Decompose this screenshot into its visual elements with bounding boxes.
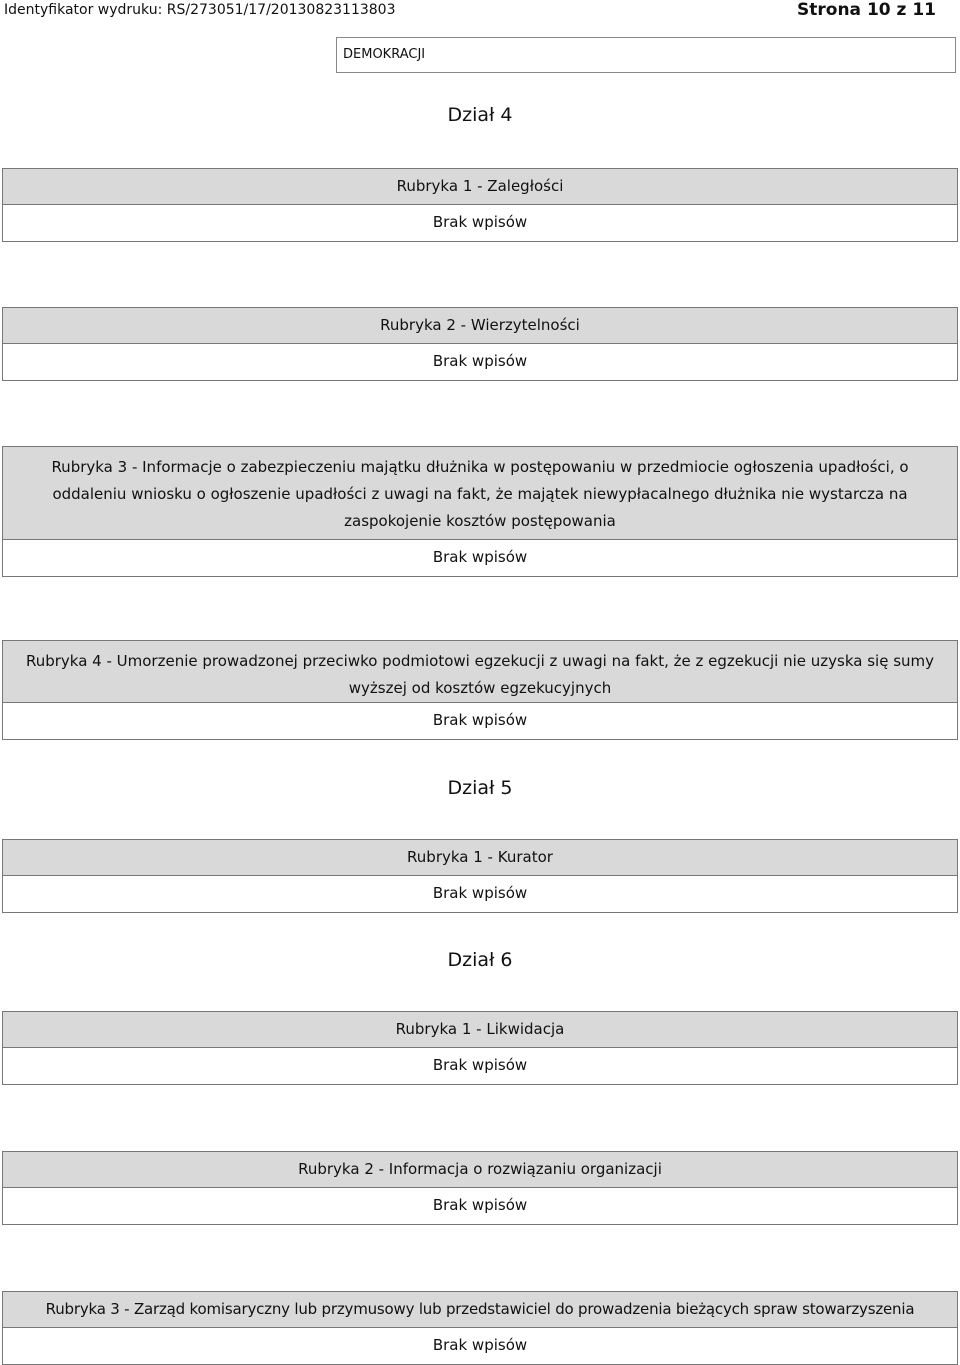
print-identifier: Identyfikator wydruku: RS/273051/17/20130823113803 (4, 2, 396, 18)
rubryka-title: Rubryka 1 - Kurator (3, 840, 957, 876)
rubryka-body: Brak wpisów (432, 1056, 528, 1074)
rubryka-box (2, 1151, 958, 1225)
rubryka-title: Rubryka 2 - Wierzytelności (3, 308, 957, 344)
rubryka-body: Brak wpisów (432, 548, 528, 566)
section-title-dzial-4: Dział 4 (447, 104, 513, 126)
rubryka-title: Rubryka 4 - Umorzenie prowadzonej przeciwko podmiotowi egzekucji z uwagi na fakt, że z egzekucji nie uzyska się sumy wyższej od kosztów egzekucyjnych (3, 641, 957, 703)
rubryka-box (2, 1291, 958, 1365)
rubryka-body: Brak wpisów (432, 352, 528, 370)
rubryka-box (2, 640, 958, 740)
rubryka-title: Rubryka 2 - Informacja o rozwiązaniu organizacji (3, 1152, 957, 1188)
rubryka-box (2, 307, 958, 381)
page-number: Strona 10 z 11 (797, 0, 936, 20)
rubryka-box (2, 839, 958, 913)
rubryka-box (2, 168, 958, 242)
rubryka-title: Rubryka 3 - Informacje o zabezpieczeniu majątku dłużnika w postępowaniu w przedmiocie ogłoszenia upadłości, o oddaleniu wniosku o ogłoszenie upadłości z uwagi na fakt, że majątek niewypłacalnego dłużnika nie wystarcza na zaspokojenie kosztów postępowania (3, 447, 957, 540)
rubryka-body: Brak wpisów (432, 884, 528, 902)
rubryka-body: Brak wpisów (432, 213, 528, 231)
rubryka-box (2, 1011, 958, 1085)
section-title-dzial-5: Dział 5 (447, 777, 513, 799)
rubryka-box (2, 446, 958, 577)
previous-content-box: DEMOKRACJI (336, 37, 956, 73)
rubryka-title: Rubryka 1 - Zaległości (3, 169, 957, 205)
rubryka-body: Brak wpisów (432, 1196, 528, 1214)
rubryka-title: Rubryka 3 - Zarząd komisaryczny lub przymusowy lub przedstawiciel do prowadzenia bieżących spraw stowarzyszenia (3, 1292, 957, 1328)
section-title-dzial-6: Dział 6 (447, 949, 513, 971)
rubryka-body: Brak wpisów (432, 1336, 528, 1354)
rubryka-body: Brak wpisów (432, 711, 528, 729)
rubryka-title: Rubryka 1 - Likwidacja (3, 1012, 957, 1048)
